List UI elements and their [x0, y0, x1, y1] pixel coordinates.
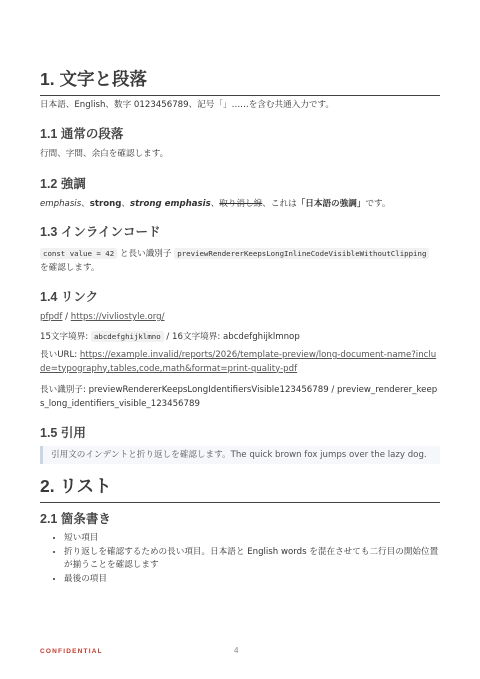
subsection-heading-1-3: 1.3 インラインコード [40, 225, 161, 239]
pfpdf-link[interactable]: pfpdf [40, 312, 63, 322]
section-heading-2: 2. リスト [40, 473, 440, 503]
confidential-label: CONFIDENTIAL [40, 648, 103, 655]
end-text: を確認します。 [40, 262, 100, 273]
mid-text: と長い識別子 [117, 249, 175, 259]
long-url-prefix: 長いURL: [40, 350, 80, 360]
normal-paragraph: 行間、字間、余白を確認します。 [40, 149, 169, 159]
emphasis-paragraph [40, 198, 440, 212]
boundary-code: abcdefghijklmno [91, 331, 164, 342]
separator: 、 [81, 199, 90, 209]
strong-emphasis-text: strong emphasis [130, 199, 211, 209]
link-line [40, 311, 440, 325]
vivliostyle-link[interactable]: https://vivliostyle.org/ [70, 312, 165, 322]
long-identifier-line: 長い識別子: previewRendererKeepsLongIdentifiersVisible123456789 / preview_renderer_keeps_long_identifiers_visible_123456789 [40, 385, 438, 409]
long-url-link[interactable]: https://example.invalid/reports/2026/template-preview/long-document-name?include=typography,tables,code,math&format=print-quality-pdf [40, 350, 437, 374]
intro-paragraph: 日本語、English、数字 0123456789、記号「」……を含む共通入力です。 [40, 100, 335, 110]
list-item: • 短い項目 [64, 532, 440, 546]
inline-code-paragraph [40, 247, 440, 275]
boundary-prefix: 15文字境界: [40, 332, 91, 342]
separator: / [62, 312, 71, 322]
strong-text: strong [89, 199, 122, 209]
inline-code-long: previewRendererKeepsLongInlineCodeVisibleWithoutClipping [174, 248, 429, 259]
boundary-suffix: / 16文字境界: abcdefghijklmnop [163, 332, 300, 342]
separator: 、 [121, 199, 131, 209]
long-url-line [40, 349, 440, 376]
end-text: です。 [365, 199, 391, 209]
mid-text: 、これは [262, 199, 297, 209]
subsection-heading-1-2: 1.2 強調 [40, 177, 86, 191]
inline-code: const value = 42 [40, 248, 117, 259]
separator: 、 [210, 199, 220, 209]
boundary-line [40, 330, 440, 345]
section-heading-1: 1. 文字と段落 [40, 66, 440, 96]
blockquote: 引用文のインデントと折り返しを確認します。The quick brown fox jumps over the lazy dog. [40, 446, 440, 464]
strikethrough-text: 取り消し線 [219, 199, 263, 209]
list-item: • 折り返しを確認するための長い項目。日本語と English words を混在させても二行目の開始位置が揃うことを確認します [64, 546, 440, 573]
subsection-heading-1-1: 1.1 通常の段落 [40, 127, 124, 141]
bullet-list [40, 532, 440, 586]
list-item: • 最後の項目 [64, 573, 440, 587]
subsection-heading-2-1: 2.1 箇条書き [40, 512, 111, 526]
page-number: 4 [234, 646, 239, 655]
emphasis-text: emphasis [40, 199, 82, 209]
japanese-strong-text: 「日本語の強調」 [296, 199, 366, 209]
subsection-heading-1-4: 1.4 リンク [40, 290, 99, 304]
subsection-heading-1-5: 1.5 引用 [40, 426, 86, 440]
